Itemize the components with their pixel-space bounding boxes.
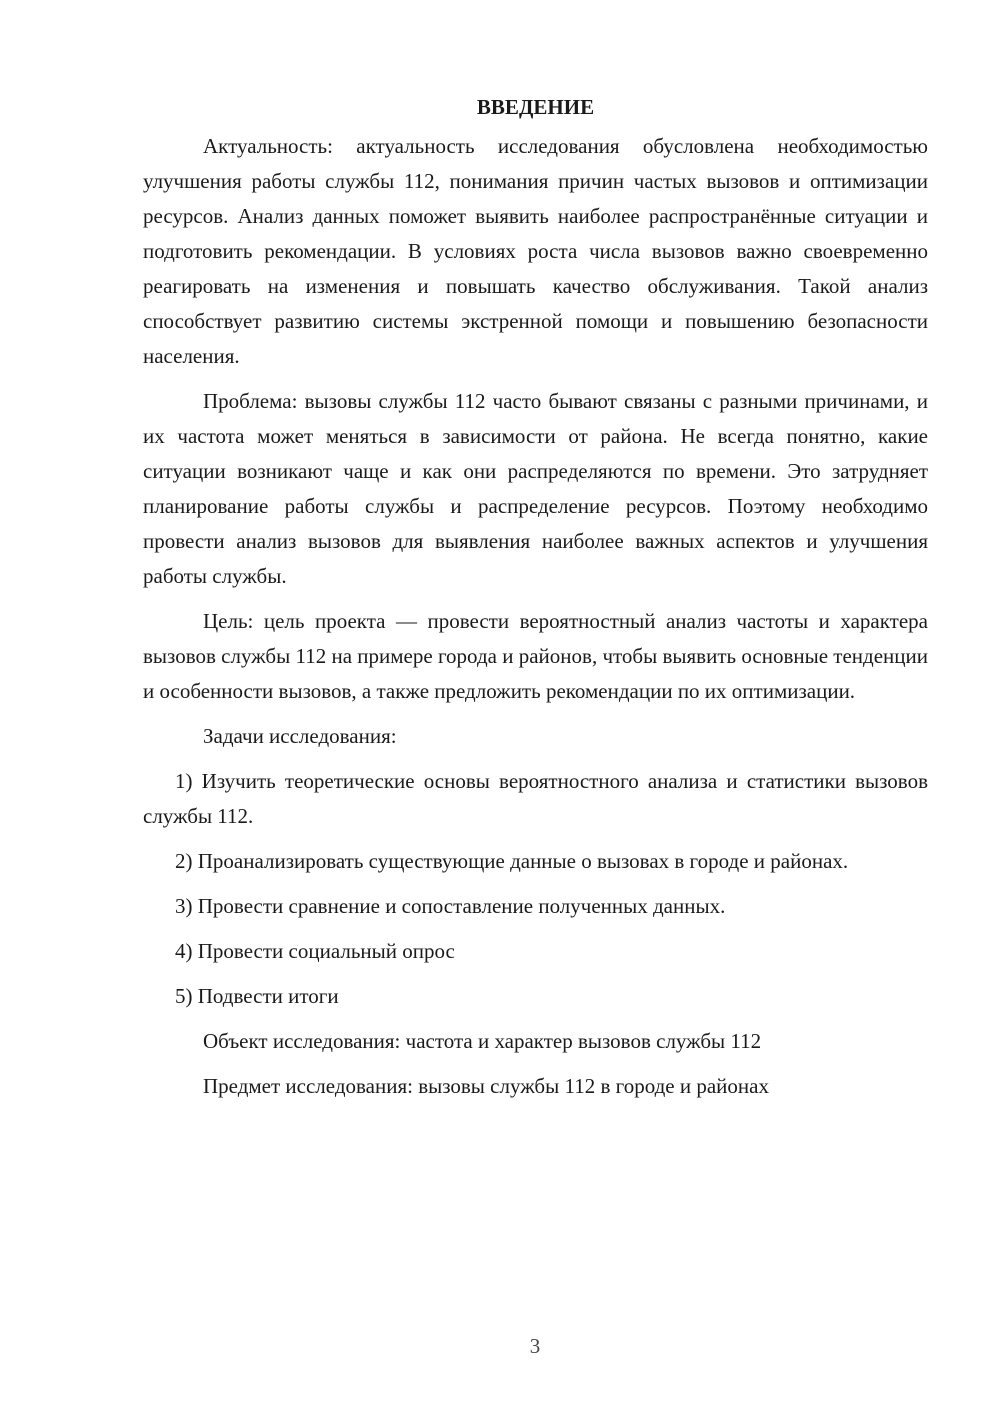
research-subject: Предмет исследования: вызовы службы 112 в городе и районах — [203, 1074, 769, 1098]
relevance-paragraph: Актуальность: актуальность исследования обусловлена необходимостью улучшения работы службы 112, понимания причин частых вызовов и оптимизации ресурсов. Анализ данных поможет выявить наиболее распространённые ситуации и подготовить рекомендации. В условиях роста числа вызовов важно своевременно реагировать на изменения и повышать качество обслуживания. Такой анализ способствует развитию системы экстренной помощи и повышению безопасности населения. — [143, 134, 928, 368]
tasks-title: Задачи исследования: — [203, 724, 397, 748]
research-object: Объект исследования: частота и характер вызовов службы 112 — [203, 1029, 762, 1053]
task-item-5: 5) Подвести итоги — [175, 984, 339, 1008]
page-heading: ВВЕДЕНИЕ — [476, 95, 595, 119]
page-number: 3 — [529, 1334, 541, 1358]
task-item-1: 1) Изучить теоретические основы вероятностного анализа и статистики вызовов службы 112. — [143, 769, 928, 828]
task-item-4: 4) Провести социальный опрос — [175, 939, 455, 963]
goal-paragraph: Цель: цель проекта — провести вероятностный анализ частоты и характера вызовов службы 112 на примере города и районов, чтобы выявить основные тенденции и особенности вызовов, а также предложить рекомендации по их оптимизации. — [143, 609, 928, 703]
task-item-3: 3) Провести сравнение и сопоставление полученных данных. — [175, 894, 726, 918]
page-content — [143, 90, 928, 1114]
task-item-2: 2) Проанализировать существующие данные о вызовах в городе и районах. — [175, 849, 849, 873]
problem-paragraph: Проблема: вызовы службы 112 часто бывают связаны с разными причинами, и их частота может меняться в зависимости от района. Не всегда понятно, какие ситуации возникают чаще и как они распределяются по времени. Это затрудняет планирование работы службы и распределение ресурсов. Поэтому необходимо провести анализ вызовов для выявления наиболее важных аспектов и улучшения работы службы. — [143, 389, 928, 588]
